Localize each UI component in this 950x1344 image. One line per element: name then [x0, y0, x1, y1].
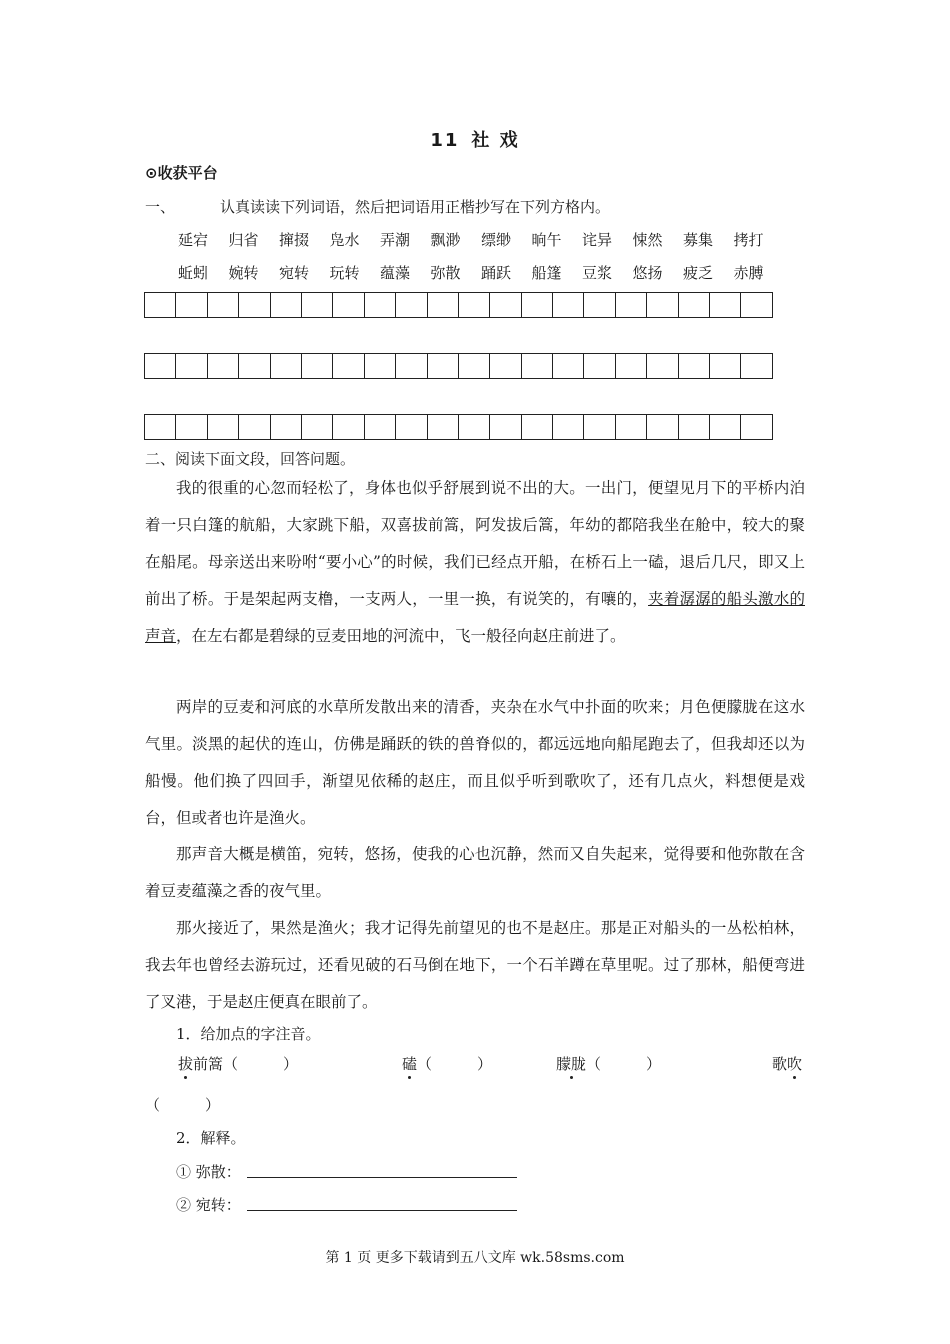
pinyin-item-1 — [178, 1053, 298, 1074]
grid-cell[interactable] — [302, 414, 333, 440]
vocab-word: 婉转 — [228, 264, 259, 282]
page-title — [0, 126, 950, 152]
p1-text-after: ，在左右都是碧绿的豆麦田地的河流中，飞一般径向赵庄前进了。 — [176, 627, 626, 645]
grid-cell[interactable] — [145, 414, 176, 440]
passage-paragraph-4: 那火接近了，果然是渔火；我才记得先前望见的也不是赵庄。那是正对船头的一丛松柏林，我去年也曾经去游玩过，还看见破的石马倒在地下，一个石羊蹲在草里呢。过了那林，船便弯进了叉港，于是赵庄便真在眼前了。 — [145, 919, 805, 1011]
dotted-char-3: 朦胧 — [556, 1055, 587, 1073]
answer-paren-3: （ ） — [586, 1055, 662, 1073]
vocab-word: 蚯蚓 — [178, 264, 209, 282]
grid-cell[interactable] — [365, 292, 396, 318]
grid-cell[interactable] — [239, 292, 270, 318]
dotted-char-2: 磕 — [402, 1055, 418, 1073]
vocab-word: 弄潮 — [380, 231, 411, 249]
grid-cell[interactable] — [459, 414, 490, 440]
grid-cell[interactable] — [584, 414, 615, 440]
grid-cell[interactable] — [208, 414, 239, 440]
grid-cell[interactable] — [333, 292, 364, 318]
grid-cell[interactable] — [490, 353, 521, 379]
answer-paren-2: （ ） — [417, 1055, 493, 1073]
answer-paren-1: （ ） — [223, 1055, 299, 1073]
sub-question-1-label: 1．给加点的字注音。 — [176, 1025, 321, 1043]
grid-cell[interactable] — [271, 414, 302, 440]
word-list-row-2 — [178, 262, 784, 283]
vocab-word: 归省 — [228, 231, 259, 249]
writing-grid-row-3 — [144, 414, 773, 440]
grid-cell[interactable] — [365, 414, 396, 440]
grid-cell[interactable] — [741, 292, 772, 318]
grid-cell[interactable] — [333, 353, 364, 379]
grid-cell[interactable] — [616, 292, 647, 318]
grid-cell[interactable] — [145, 353, 176, 379]
grid-cell[interactable] — [741, 414, 772, 440]
q2-heading: 二、阅读下面文段，回答问题。 — [145, 450, 356, 468]
grid-cell[interactable] — [271, 292, 302, 318]
vocab-word: 缥缈 — [481, 231, 512, 249]
writing-grid-row-2 — [144, 353, 773, 379]
item-1-rest: 前篙 — [193, 1055, 224, 1073]
vocab-word: 撺掇 — [279, 231, 310, 249]
grid-cell[interactable] — [176, 414, 207, 440]
vocab-word: 豆浆 — [582, 264, 613, 282]
vocab-word: 悚然 — [632, 231, 663, 249]
pinyin-item-4 — [772, 1053, 802, 1074]
vocab-word: 弥散 — [430, 264, 461, 282]
grid-cell[interactable] — [145, 292, 176, 318]
grid-cell[interactable] — [271, 353, 302, 379]
grid-cell[interactable] — [333, 414, 364, 440]
grid-cell[interactable] — [710, 292, 741, 318]
vocab-word: 拷打 — [733, 231, 764, 249]
grid-cell[interactable] — [553, 292, 584, 318]
vocab-word: 延宕 — [178, 231, 209, 249]
vocab-word: 晌午 — [531, 231, 562, 249]
vocab-word: 宛转 — [279, 264, 310, 282]
grid-cell[interactable] — [490, 292, 521, 318]
grid-cell[interactable] — [679, 353, 710, 379]
passage-paragraph-3: 那声音大概是横笛，宛转，悠扬，使我的心也沉静，然而又自失起来，觉得要和他弥散在含着豆麦蕴藻之香的夜气里。 — [145, 845, 805, 900]
page-footer: 第 1 页 更多下载请到五八文库 wk.58sms.com — [325, 1250, 625, 1266]
item-4-plain: 歌 — [772, 1055, 788, 1073]
vocab-word: 疲乏 — [683, 264, 714, 282]
grid-cell[interactable] — [679, 292, 710, 318]
answer-line-2[interactable] — [247, 1210, 517, 1211]
grid-cell[interactable] — [616, 414, 647, 440]
p1-underlined-phrase: 夹着潺潺的船头激水的声音 — [145, 590, 805, 645]
grid-cell[interactable] — [553, 414, 584, 440]
grid-cell[interactable] — [396, 292, 427, 318]
grid-cell[interactable] — [176, 292, 207, 318]
grid-cell[interactable] — [239, 414, 270, 440]
writing-grid-row-1 — [144, 292, 773, 318]
vocab-word: 诧异 — [582, 231, 613, 249]
passage-paragraph-2: 两岸的豆麦和河底的水草所发散出来的清香，夹杂在水气中扑面的吹来；月色便朦胧在这水气里。淡黑的起伏的连山，仿佛是踊跃的铁的兽脊似的，都远远地向船尾跑去了，但我却还以为船慢。他们换了四回手，渐望见依稀的赵庄，而且似乎听到歌吹了，还有几点火，料想便是戏台，但或者也许是渔火。 — [145, 698, 805, 827]
grid-cell[interactable] — [428, 292, 459, 318]
grid-cell[interactable] — [239, 353, 270, 379]
dotted-char-4: 吹 — [787, 1055, 803, 1073]
grid-cell[interactable] — [647, 292, 678, 318]
grid-cell[interactable] — [302, 292, 333, 318]
grid-cell[interactable] — [396, 414, 427, 440]
lesson-number: 11 — [430, 130, 460, 151]
grid-cell[interactable] — [647, 353, 678, 379]
grid-cell[interactable] — [176, 353, 207, 379]
vocab-word: 赤膊 — [733, 264, 764, 282]
q1-label: 一、 — [145, 198, 176, 216]
word-list-row-1 — [178, 229, 784, 250]
grid-cell[interactable] — [459, 353, 490, 379]
grid-cell[interactable] — [741, 353, 772, 379]
grid-cell[interactable] — [616, 353, 647, 379]
sub-question-2-label: 2．解释。 — [176, 1129, 246, 1147]
vocab-word: 船篷 — [531, 264, 562, 282]
grid-cell[interactable] — [459, 292, 490, 318]
grid-cell[interactable] — [710, 353, 741, 379]
grid-cell[interactable] — [522, 414, 553, 440]
q1-instruction: 认真读读下列词语，然后把词语用正楷抄写在下列方格内。 — [220, 198, 611, 216]
grid-cell[interactable] — [679, 414, 710, 440]
grid-cell[interactable] — [522, 292, 553, 318]
section-header: ⊙收获平台 — [145, 164, 218, 182]
passage-paragraph-1 — [145, 470, 805, 655]
grid-cell[interactable] — [396, 353, 427, 379]
dotted-char-1: 拔 — [178, 1055, 194, 1073]
lesson-name: 社 戏 — [471, 130, 520, 151]
explain-item-2: ② 宛转： — [176, 1196, 241, 1214]
grid-cell[interactable] — [365, 353, 396, 379]
answer-line-1[interactable] — [247, 1177, 517, 1178]
answer-paren-4: （ ） — [145, 1096, 221, 1114]
grid-cell[interactable] — [428, 353, 459, 379]
grid-cell[interactable] — [302, 353, 333, 379]
pinyin-item-2 — [402, 1053, 492, 1074]
grid-cell[interactable] — [428, 414, 459, 440]
vocab-word: 悠扬 — [632, 264, 663, 282]
explain-item-1: ① 弥散： — [176, 1163, 241, 1181]
grid-cell[interactable] — [490, 414, 521, 440]
vocab-word: 凫水 — [329, 231, 360, 249]
grid-cell[interactable] — [584, 353, 615, 379]
grid-cell[interactable] — [208, 353, 239, 379]
vocab-word: 踊跃 — [481, 264, 512, 282]
grid-cell[interactable] — [522, 353, 553, 379]
p1-text-before: 我的很重的心忽而轻松了，身体也似乎舒展到说不出的大。一出门，便望见月下的平桥内泊着一只白篷的航船，大家跳下船，双喜拔前篙，阿发拔后篙，年幼的都陪我坐在舱中，较大的聚在船尾。母亲送出来吩咐“要小心”的时候，我们已经点开船，在桥石上一磕，退后几尺，即又上前出了桥。于是架起两支橹，一支两人，一里一换，有说笑的，有嚷的， — [145, 479, 805, 608]
grid-cell[interactable] — [710, 414, 741, 440]
grid-cell[interactable] — [584, 292, 615, 318]
grid-cell[interactable] — [208, 292, 239, 318]
q1-line — [145, 196, 610, 217]
vocab-word: 募集 — [683, 231, 714, 249]
vocab-word: 飘渺 — [430, 231, 461, 249]
grid-cell[interactable] — [647, 414, 678, 440]
vocab-word: 玩转 — [329, 264, 360, 282]
grid-cell[interactable] — [553, 353, 584, 379]
pinyin-item-3 — [556, 1053, 661, 1074]
vocab-word: 蕴藻 — [380, 264, 411, 282]
